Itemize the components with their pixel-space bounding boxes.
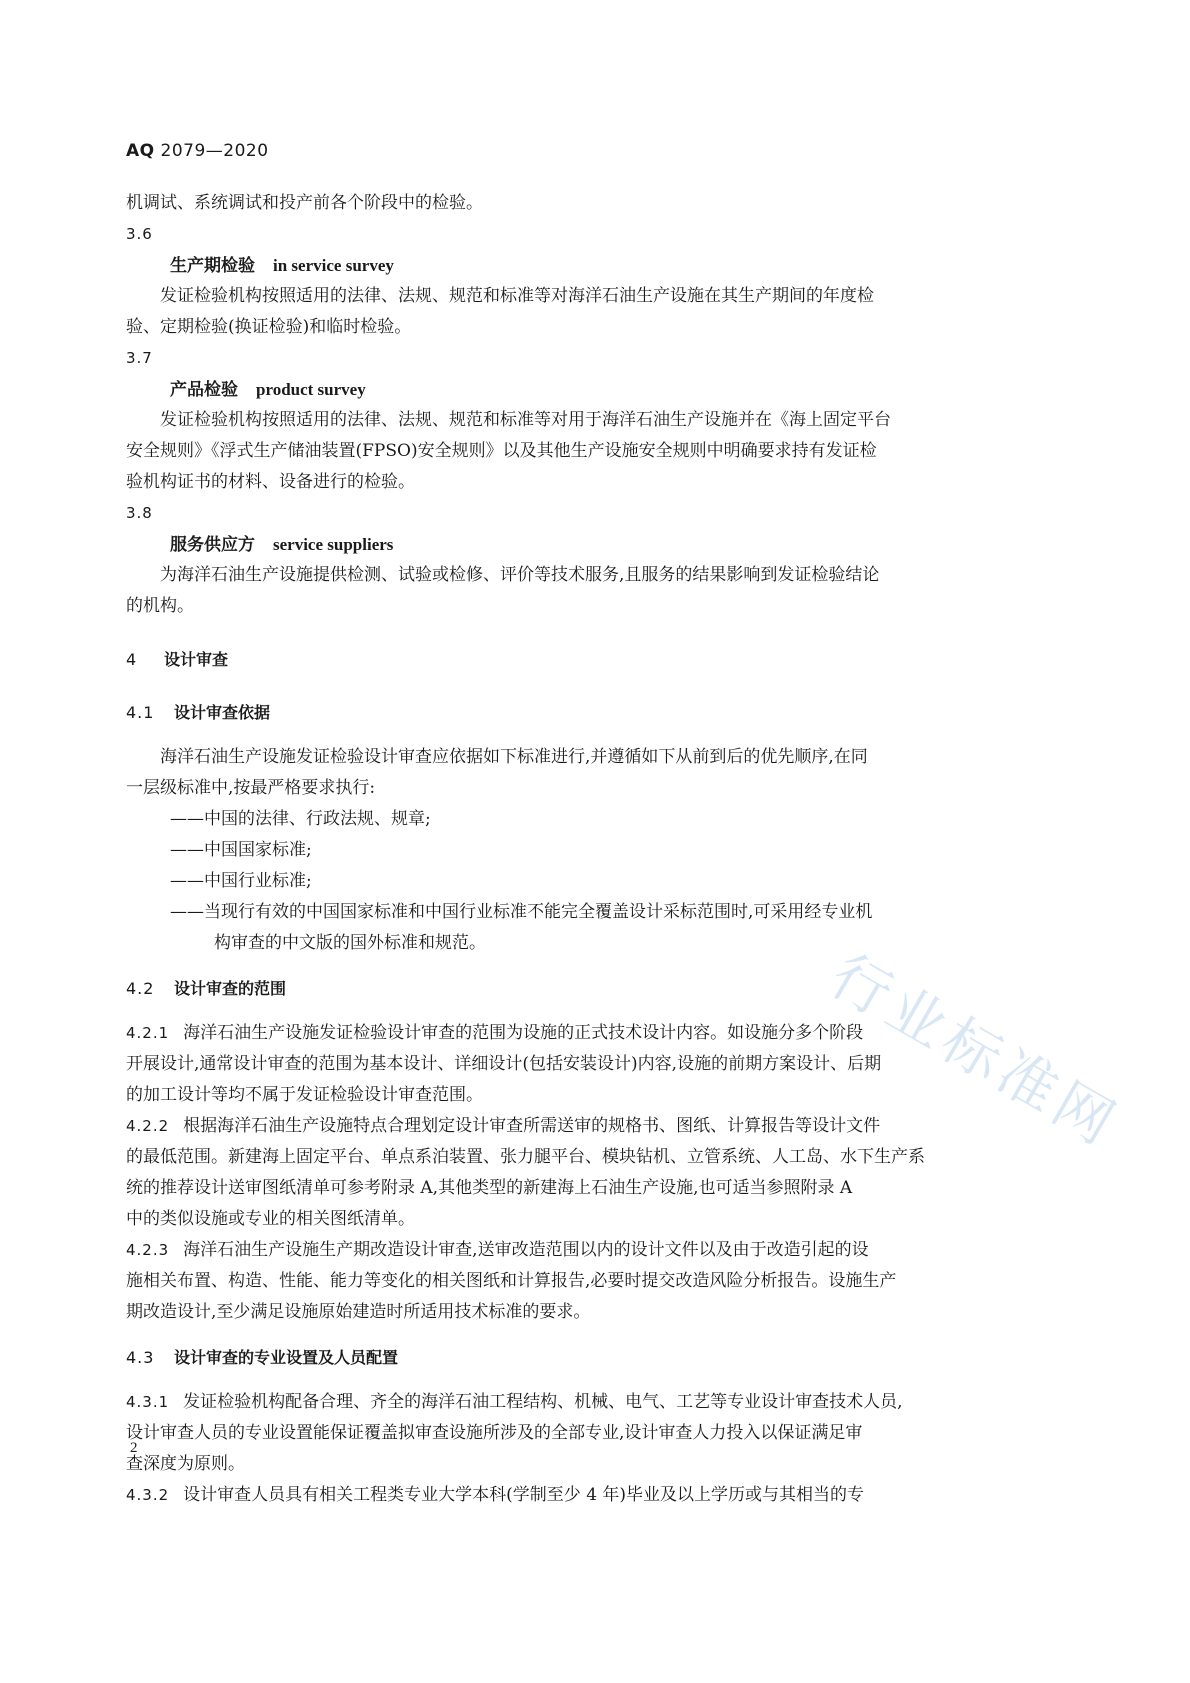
term-cn: 生产期检验 [170, 256, 255, 276]
clause-line: 期改造设计,至少满足设施原始建造时所适用技术标准的要求。 [126, 1302, 591, 1322]
term-en: in service survey [273, 256, 394, 275]
paragraph-line: 一层级标准中,按最严格要求执行: [126, 778, 376, 798]
clause-number: 4.2.1 [126, 1024, 170, 1042]
section-title: 设计审查的专业设置及人员配置 [174, 1348, 399, 1367]
dash-list-item-cont: 构审查的中文版的国外标准和规范。 [214, 933, 486, 953]
term-heading [126, 374, 1046, 405]
clause-number: 4.2.2 [126, 1117, 170, 1135]
section-number: 4.3 [126, 1348, 155, 1367]
clause-line: 设计审查人员的专业设置能保证覆盖拟审查设施所涉及的全部专业,设计审查人力投入以保证满足审 [126, 1423, 863, 1443]
clause-text: 发证检验机构配备合理、齐全的海洋石油工程结构、机械、电气、工艺等专业设计审查技术人员, [183, 1392, 903, 1412]
section-heading [126, 644, 1046, 675]
term-en: service suppliers [273, 535, 394, 554]
subsection-heading [126, 973, 1046, 1004]
dash-list-item: ——中国的法律、行政法规、规章; [170, 809, 431, 829]
section-title: 设计审查的范围 [174, 979, 287, 998]
term-en: product survey [256, 380, 366, 399]
clause-number: 3.6 [126, 225, 153, 243]
clause-line: 开展设计,通常设计审查的范围为基本设计、详细设计(包括安装设计)内容,设施的前期方案设计、后期 [126, 1054, 882, 1074]
clause-text: 海洋石油生产设施生产期改造设计审查,送审改造范围以内的设计文件以及由于改造引起的设 [183, 1240, 869, 1260]
clause-line [126, 1387, 1046, 1418]
clause-line: 查深度为原则。 [126, 1454, 245, 1474]
standard-number: 2079—2020 [160, 141, 269, 161]
clause-line [126, 1018, 1046, 1049]
clause-line [126, 1111, 1046, 1142]
clause-number: 4.3.1 [126, 1393, 170, 1411]
clause-text: 根据海洋石油生产设施特点合理划定设计审查所需送审的规格书、图纸、计算报告等设计文件 [183, 1116, 881, 1136]
section-number: 4 [126, 650, 138, 669]
dash-list-item: ——中国国家标准; [170, 840, 312, 860]
dash-list-item: ——当现行有效的中国国家标准和中国行业标准不能完全覆盖设计采标范围时,可采用经专业机 [170, 902, 873, 922]
term-cn: 服务供应方 [170, 535, 255, 555]
section-number: 4.2 [126, 979, 155, 998]
clause-line: 中的类似设施或专业的相关图纸清单。 [126, 1209, 415, 1229]
clause-line: 施相关布置、构造、性能、能力等变化的相关图纸和计算报告,必要时提交改造风险分析报告。设施生产 [126, 1271, 897, 1291]
clause-number: 3.7 [126, 349, 153, 367]
clause-number: 3.8 [126, 504, 153, 522]
watermark: 行业标准网 [819, 941, 1131, 1161]
subsection-heading [126, 697, 1046, 728]
clause-line: 统的推荐设计送审图纸清单可参考附录 A,其他类型的新建海上石油生产设施,也可适当参照附录 A [126, 1178, 853, 1198]
subsection-heading [126, 1342, 1046, 1373]
clause-text: 设计审查人员具有相关工程类专业大学本科(学制至少 4 年)毕业及以上学历或与其相当的专 [183, 1485, 865, 1505]
term-heading [126, 250, 1046, 281]
definition-line: 发证检验机构按照适用的法律、法规、规范和标准等对海洋石油生产设施在其生产期间的年度检 [160, 286, 874, 306]
section-title: 设计审查 [164, 650, 229, 669]
section-title: 设计审查依据 [174, 703, 271, 722]
definition-line: 安全规则》《浮式生产储油装置(FPSO)安全规则》以及其他生产设施安全规则中明确要求持有发证检 [126, 441, 877, 461]
paragraph-line: 海洋石油生产设施发证检验设计审查应依据如下标准进行,并遵循如下从前到后的优先顺序,在同 [160, 747, 868, 767]
clause-number: 4.3.2 [126, 1486, 170, 1504]
clause-number: 4.2.3 [126, 1241, 170, 1259]
clause-line [126, 1480, 1046, 1511]
section-number: 4.1 [126, 703, 155, 722]
clause-line: 的最低范围。新建海上固定平台、单点系泊装置、张力腿平台、模块钻机、立管系统、人工岛、水下生产系 [126, 1147, 925, 1167]
clause-text: 海洋石油生产设施发证检验设计审查的范围为设施的正式技术设计内容。如设施分多个阶段 [183, 1023, 864, 1043]
term-cn: 产品检验 [170, 380, 238, 400]
page-number: 2 [130, 1440, 138, 1456]
clause-line [126, 1235, 1046, 1266]
clause-line: 的加工设计等均不属于发证检验设计审查范围。 [126, 1085, 483, 1105]
definition-line: 验、定期检验(换证检验)和临时检验。 [126, 317, 412, 337]
definition-line: 的机构。 [126, 596, 194, 616]
page-header [126, 141, 269, 161]
definition-line: 验机构证书的材料、设备进行的检验。 [126, 472, 415, 492]
continued-line: 机调试、系统调试和投产前各个阶段中的检验。 [126, 193, 483, 213]
standard-code: AQ [126, 141, 155, 161]
term-heading [126, 529, 1046, 560]
definition-line: 为海洋石油生产设施提供检测、试验或检修、评价等技术服务,且服务的结果影响到发证检验结论 [160, 565, 880, 585]
definition-line: 发证检验机构按照适用的法律、法规、规范和标准等对用于海洋石油生产设施并在《海上固定平台 [160, 410, 891, 430]
dash-list-item: ——中国行业标准; [170, 871, 312, 891]
body-text [126, 188, 1046, 1511]
